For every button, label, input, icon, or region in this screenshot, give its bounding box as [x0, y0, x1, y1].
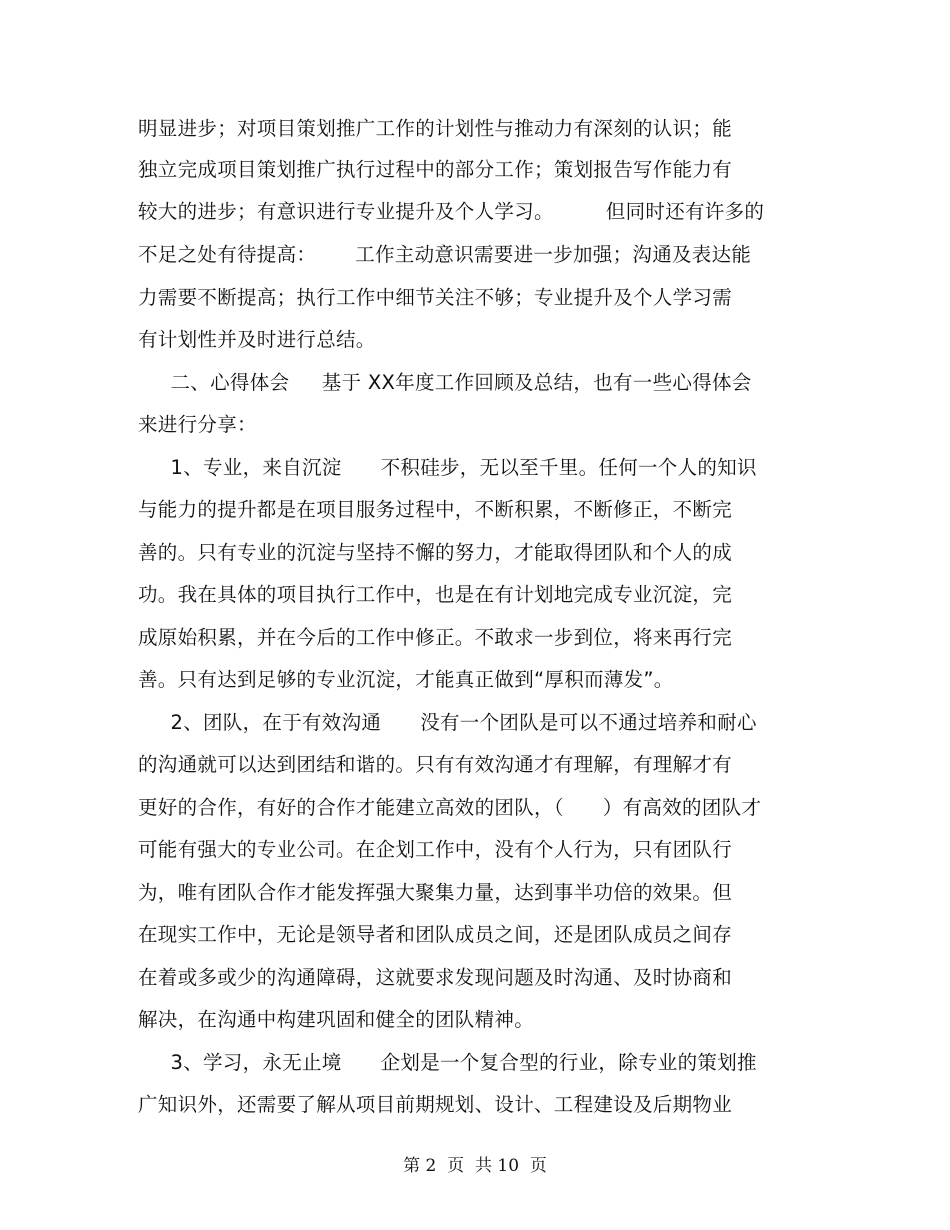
- body-text-line: 较大的进步；有意识进行专业提升及个人学习。 但同时还有许多的: [138, 200, 765, 223]
- body-text-line: 功。我在具体的项目执行工作中，也是在有计划地完成专业沉淀，完: [138, 583, 733, 606]
- body-text-line: 善的。只有专业的沉淀与坚持不懈的努力，才能取得团队和个人的成: [138, 541, 733, 564]
- body-text-line: 善。只有达到足够的专业沉淀，才能真正做到“厚积而薄发”。: [138, 668, 674, 691]
- body-text-line: 在现实工作中，无论是领导者和团队成员之间，还是团队成员之间存: [138, 923, 733, 946]
- subsection-heading-line: 2、团队，在于有效沟通 没有一个团队是可以不通过培养和耐心: [138, 711, 757, 734]
- body-text-line: 广知识外，还需要了解从项目前期规划、设计、工程建设及后期物业: [138, 1093, 733, 1116]
- body-text-line: 可能有强大的专业公司。在企划工作中，没有个人行为，只有团队行: [138, 838, 733, 861]
- body-text-line: 来进行分享：: [138, 413, 257, 436]
- body-text-line: 为，唯有团队合作才能发挥强大聚集力量，达到事半功倍的效果。但: [138, 881, 733, 904]
- body-text-line: 的沟通就可以达到团结和谐的。只有有效沟通才有理解，有理解才有: [138, 753, 733, 776]
- section-heading-line: 二、心得体会 基于 XX年度工作回顾及总结，也有一些心得体会: [138, 371, 752, 394]
- body-text-line: 解决，在沟通中构建巩固和健全的团队精神。: [138, 1008, 535, 1031]
- body-text-line: 明显进步；对项目策划推广工作的计划性与推动力有深刻的认识；能: [138, 117, 733, 140]
- body-text-line: 与能力的提升都是在项目服务过程中，不断积累，不断修正，不断完: [138, 498, 733, 521]
- subsection-heading-line: 1、专业，来自沉淀 不积硅步，无以至千里。任何一个人的知识: [138, 456, 757, 479]
- body-text-line: 成原始积累，并在今后的工作中修正。不敢求一步到位，将来再行完: [138, 626, 733, 649]
- body-text-line: 更好的合作，有好的合作才能建立高效的团队，（ ）有高效的团队才: [138, 796, 762, 819]
- subsection-heading-line: 3、学习，永无止境 企划是一个复合型的行业，除专业的策划推: [138, 1051, 757, 1074]
- body-text-line: 不足之处有待提高： 工作主动意识需要进一步加强；沟通及表达能: [138, 243, 752, 266]
- body-text-line: 有计划性并及时进行总结。: [138, 328, 376, 351]
- body-text-line: 力需要不断提高；执行工作中细节关注不够；专业提升及个人学习需: [138, 286, 733, 309]
- page-footer: 第 2 页 共 10 页: [403, 1156, 547, 1176]
- body-text-line: 在着或多或少的沟通障碍，这就要求发现问题及时沟通、及时协商和: [138, 966, 733, 989]
- body-text-line: 独立完成项目策划推广执行过程中的部分工作；策划报告写作能力有: [138, 158, 733, 181]
